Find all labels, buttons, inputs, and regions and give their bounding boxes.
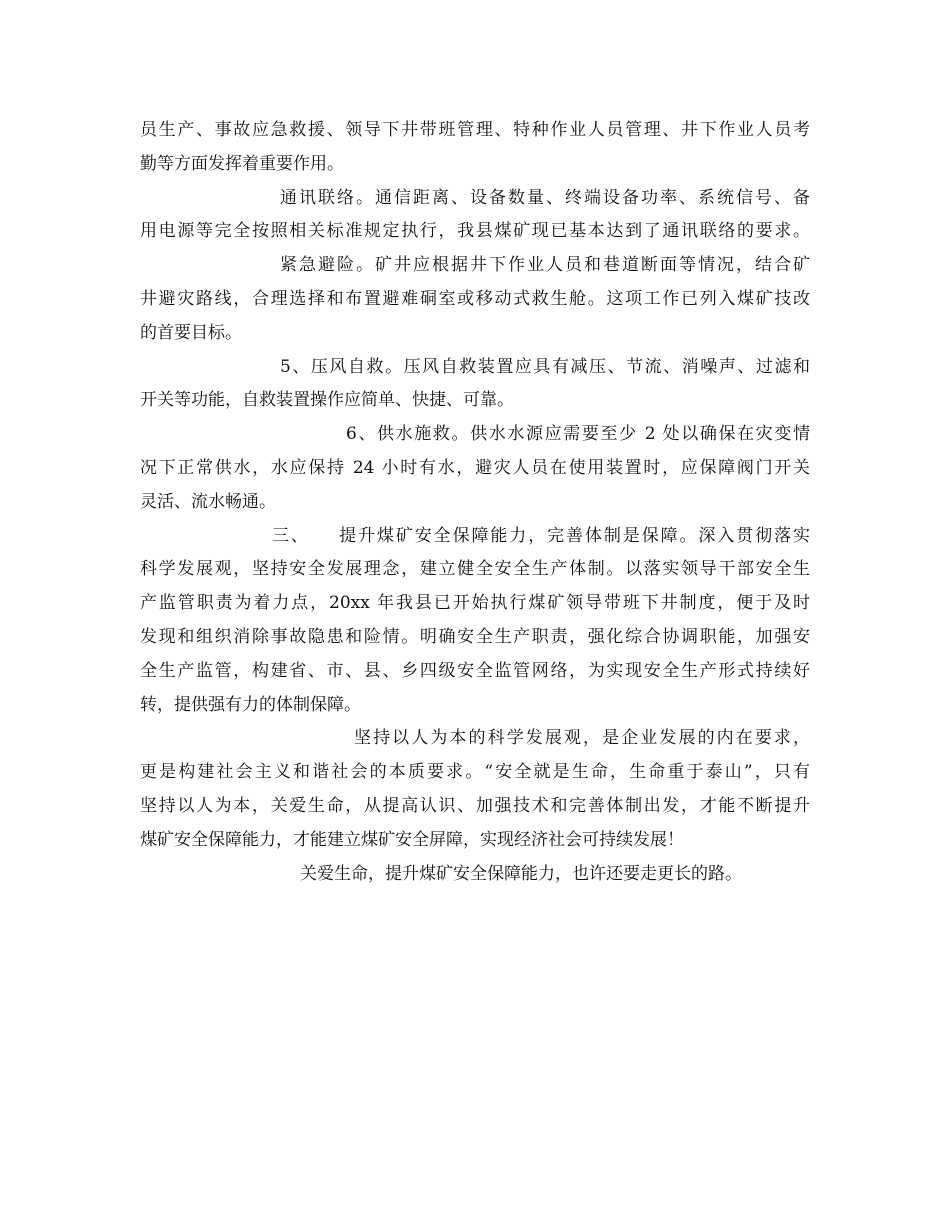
text-line: 紧急避险。矿井应根据井下作业人员和巷道断面等情况，结合矿 xyxy=(280,255,810,276)
text-line: 的首要目标。 xyxy=(140,322,242,343)
text-line: 员生产、事故应急救援、领导下井带班管理、特种作业人员管理、井下作业人员考 xyxy=(140,120,810,140)
text-line: 勤等方面发挥着重要作用。 xyxy=(140,153,344,174)
text-line: 全生产监管，构建省、市、县、乡四级安全监管网络，为实现安全生产形式持续好 xyxy=(140,660,810,681)
text-line: 关爱生命，提升煤矿安全保障能力，也许还要走更长的路。 xyxy=(300,863,742,884)
text-line: 灵活、流水畅通。 xyxy=(140,491,276,512)
text-line: 三、 提升煤矿安全保障能力，完善体制是保障。深入贯彻落实 xyxy=(272,525,810,546)
text-line: 况下正常供水，水应保持 24 小时有水，避灾人员在使用装置时，应保障阀门开关 xyxy=(140,457,810,478)
text-line: 转，提供强有力的体制保障。 xyxy=(140,694,361,715)
text-line: 煤矿安全保障能力，才能建立煤矿安全屏障，实现经济社会可持续发展！ xyxy=(140,829,684,850)
text-line: 科学发展观，坚持安全发展理念，建立健全安全生产体制。以落实领导干部安全生 xyxy=(140,559,810,580)
text-line: 井避灾路线，合理选择和布置避难硐室或移动式救生舱。这项工作已列入煤矿技改 xyxy=(140,288,810,309)
text-line: 发现和组织消除事故隐患和险情。明确安全生产职责，强化综合协调职能，加强安 xyxy=(140,626,810,647)
text-line: 坚持以人为本，关爱生命，从提高认识、加强技术和完善体制出发，才能不断提升 xyxy=(140,795,810,816)
text-line: 用电源等完全按照相关标准规定执行，我县煤矿现已基本达到了通讯联络的要求。 xyxy=(140,221,810,242)
text-line: 开关等功能，自救装置操作应简单、快捷、可靠。 xyxy=(140,390,514,411)
text-line: 坚持以人为本的科学发展观，是企业发展的内在要求， xyxy=(354,728,810,749)
text-line: 产监管职责为着力点，20xx 年我县已开始执行煤矿领导带班下井制度，便于及时 xyxy=(140,593,810,614)
text-line: 6、供水施救。供水水源应需要至少 2 处以确保在灾变情 xyxy=(346,424,810,445)
body-text xyxy=(140,114,820,891)
text-line: 5、压风自救。压风自救装置应具有减压、节流、消噪声、过滤和 xyxy=(280,356,810,377)
text-line: 通讯联络。通信距离、设备数量、终端设备功率、系统信号、备 xyxy=(280,187,810,208)
text-line: 更是构建社会主义和谐社会的本质要求。“安全就是生命，生命重于泰山”，只有 xyxy=(140,762,810,783)
